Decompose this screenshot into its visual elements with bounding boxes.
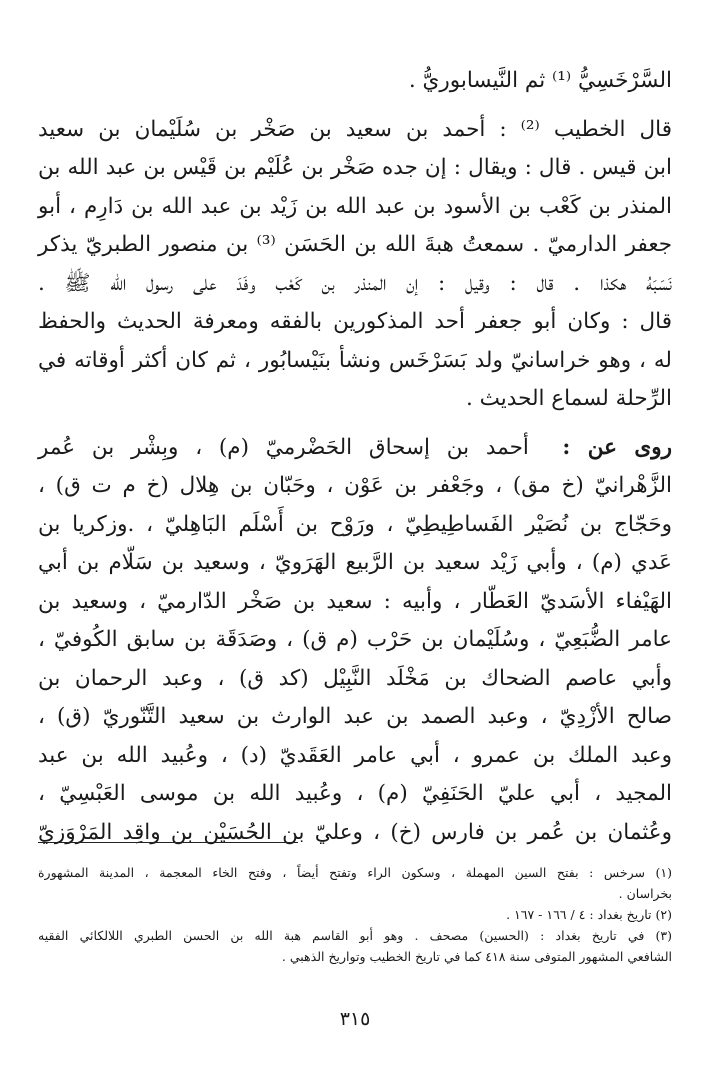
biography-line: قال : وكان أبو جعفر أحد المذكورين بالفقه ومعرفة الحديث والحفظ [38,309,672,334]
footnote-line: (٢) تاريخ بغداد : ٤ / ١٦٦ - ١٦٧ . [506,907,672,922]
narrated-from-line: أحمد بن إسحاق الحَضْرميّ (م) ، وبِشْر بن عُمر [38,434,529,460]
biography-line: المنذر بن كَعْب بن الأسود بن عبد الله بن زَيْد بن عبد الله بن دَارِم ، أبو [38,193,672,219]
narrated-from-line: عامر الضُّبَعِيّ ، وسُلَيْمان بن حَرْب (م ق) ، وصَدَقَة بن سابق الكُوفيّ ، [38,627,672,652]
narrated-from-heading: روى عن : [562,434,672,460]
narrated-from-first-line [38,429,672,468]
biography-line: نَسَبَهُ هكذا . قال : وقيل : إن المنذر بن كَعْب وفَدَ على رسول الله ﷺ . [38,270,672,296]
biography-line: الرِّحلة لسماع الحديث . [466,386,672,411]
narrated-from-line: المجيد ، أبي عليّ الحَنَفِيّ (م) ، وعُبيد الله بن موسى العَبْسِيّ ، [38,781,672,806]
page-number: ٣١٥ [339,1008,371,1030]
footnote-2 [38,904,672,925]
narrated-from-line: وعُثمان بن عُمر بن فارس (خ) ، وعليّ بن الحُسَيْن بن واقِد المَرْوَزيّ [38,819,672,845]
footnote-line: الشافعي المشهور المتوفى سنة ٤١٨ كما في تاريخ الخطيب وتواريخ الذهبي . [281,949,672,964]
footnote-divider [38,842,298,843]
intro-paragraph [38,62,672,101]
narrated-from-line: وأبي عاصم الضحاك بن مَخْلَد النَّبِيْل (كد ق) ، وعبد الرحمان بن [38,665,672,691]
narrated-from-line: عَدي (م) ، وأبي زَيْد سعيد بن الرَّبيع الهَرَويّ ، وسعيد بن سَلّام بن أبي [38,550,672,575]
narrated-from-paragraph [38,429,672,853]
narrated-from-line: صالح الأزْدِيّ ، وعبد الصمد بن عبد الوارث بن سعيد التَّنّوريّ (ق) ، [38,704,672,729]
paragraph-gap [38,101,672,111]
paragraph-gap [38,419,672,429]
biography-line: له ، وهو خراسانيّ ولد بَسَرْخَس ونشأ بنَيْسابُور ، ثم كان أكثر أوقاته في [38,347,672,373]
footnote-line: (٣) في تاريخ بغداد : (الحسين) مصحف . وهو أبو القاسم هبة الله بن الحسن الطبري اللالكائي الفقيه [38,928,672,943]
biography-line: قال الخطيب ⁽²⁾ : أحمد بن سعيد بن صَخْر بن سُلَيْمان بن سعيد [38,116,672,142]
narrated-from-line: الهَيْفاء الأسَديّ العَطّار ، وأبيه : سعيد بن صَخْر الدّارميّ ، وسعيد بن [38,588,672,614]
narrated-from-line: وعبد الملك بن عمرو ، أبي عامر العَقَديّ (د) ، وعُبيد الله بن عبد [38,742,672,768]
biography-line: جعفر الدارميّ . سمعتُ هبةَ الله بن الحَسَن ⁽³⁾ بن منصور الطبريّ يذكر [38,232,672,257]
footnote-3 [38,925,672,967]
footnote-line: بخراسان . [618,886,672,901]
intro-line: السَّرْخَسِيُّ ⁽¹⁾ ثم النَّيسابوريُّ . [408,68,672,93]
footnote-line: (١) سرخس : بفتح السين المهملة ، وسكون الراء وتفتح أيضاً ، وفتح الخاء المعجمة ، المدينة المشهورة [38,865,672,880]
narrated-from-line: الزَّهْرانيّ (خ مق) ، وجَعْفر بن عَوْن ، وحَبّان بن هِلال (خ م ت ق) ، [38,473,672,498]
footnotes [38,862,672,967]
page-body [38,62,672,1049]
biography-line: ابن قيس . قال : ويقال : إن جده صَخْر بن عُلَيْم بن قَيْس بن عبد الله بن [38,155,672,180]
biography-paragraph [38,111,672,419]
narrated-from-line: وحَجّاج بن نُصَيْر الفَساطِيطِيّ ، ورَوْح بن أَسْلَم البَاهِليّ ، .وزكريا بن [38,511,672,537]
footnote-1 [38,862,672,904]
